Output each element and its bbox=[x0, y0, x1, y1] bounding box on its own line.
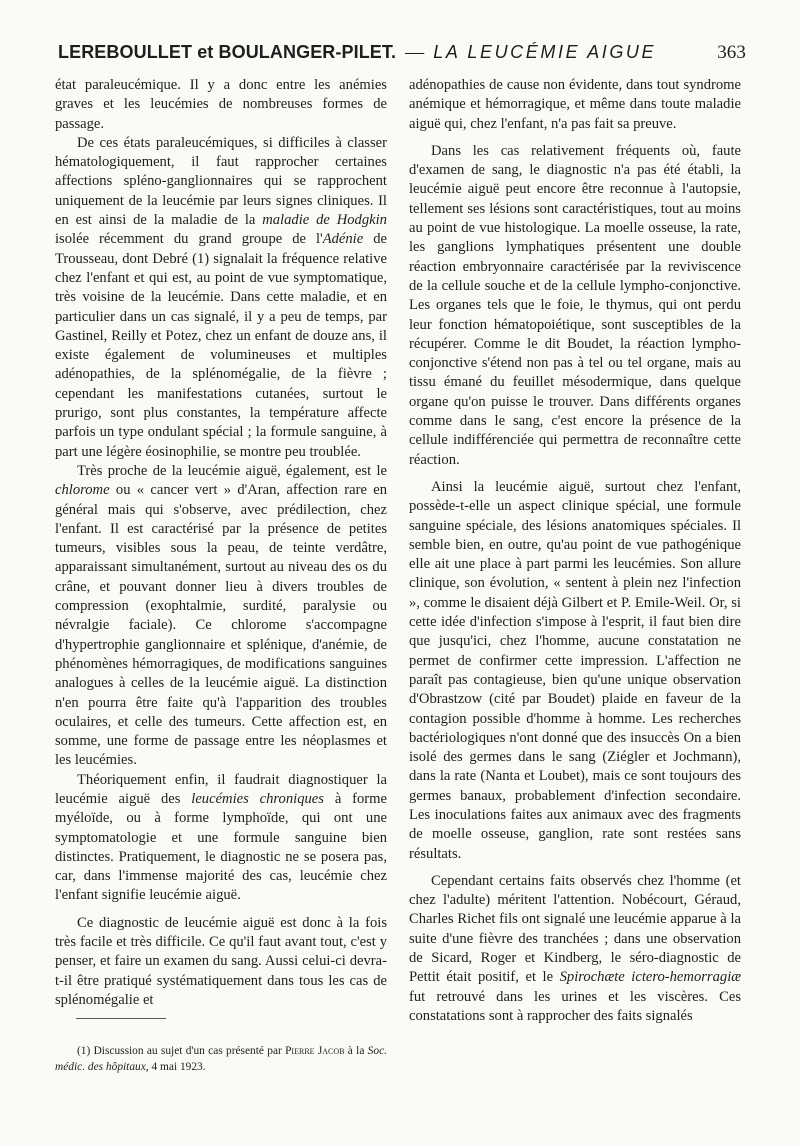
text-run: Très proche de la leucémie aiguë, également, est le bbox=[77, 462, 387, 479]
paragraph: Ce diagnostic de leucémie aiguë est donc à la fois très facile et très difficile. Ce qu'il faut avant tout, c'est y penser, et faire un examen du sang. Aussi celui-ci devra-t-il être pratiqué systématiquement dans tous les cas de splénomégalie et bbox=[55, 914, 387, 1008]
paragraph: Dans les cas relativement fréquents où, faute d'examen de sang, le diagnostic n'a pas été établi, la leucémie aiguë peut encore être reconnue à l'autopsie, tellement ses lésions sont caractéristiques, tout au moins au point de vue histologique. La moelle osseuse, la rate, les ganglions lymphatiques présentent une double réaction embryonnaire caractérisée par la reviviscence de la cellule souche et de la cellule lympho-conjonctive. Les organes tels que le foie, le thymus, qui ont perdu leur fonction hématopoiétique, sont susceptibles de la récupérer. Comme le dit Boudet, la réaction lympho-conjonctive s'étend non pas à tel ou tel organe, mais au tissu émané du feuillet mésodermique, dans quelque organe qu'on puisse le trouver. Dans différents organes comme dans le sang, c'est encore la présence de la cellule indifférenciée qui permettra de reconnaître cette réaction. bbox=[409, 142, 741, 468]
text-run: à la bbox=[347, 1045, 365, 1057]
text-run: 4 mai 1923. bbox=[151, 1061, 206, 1073]
left-column bbox=[55, 76, 387, 1010]
paragraph: adénopathies de cause non évidente, dans tout syndrome anémique et hémorragique, et même dans toute maladie aiguë qui, chez l'enfant, n'a pas fait sa preuve. bbox=[409, 77, 741, 132]
paragraph bbox=[55, 134, 387, 462]
text-run: Cependant certains faits observés chez l'homme (et chez l'adulte) méritent l'attention. Nobécourt, Géraud, Charles Richet fils ont signalé une leucémie apparue à la suite d'une fièvre des tranchées ; dans une observation de Sicard, Roger et Kindberg, le séro-diagnostic de Pettit était positif, et le bbox=[409, 872, 741, 986]
text-run: (1) Discussion au sujet d'un cas présenté par bbox=[77, 1045, 282, 1057]
italic-term: maladie de Hodgkin bbox=[262, 212, 387, 229]
paragraph bbox=[55, 771, 387, 906]
text-run: à forme myéloïde, ou à forme lymphoïde, qui ont une symptomatologie et une formule sanguine bien distinctes. Pratiquement, le diagnostic ne se posera pas, car, dans l'immense majorité des cas, leucémie chez l'enfant signifie leucémie aiguë. bbox=[55, 790, 387, 904]
text-run: isolée récemment du grand groupe de l' bbox=[55, 231, 323, 248]
running-header bbox=[58, 42, 746, 70]
header-title: LA LEUCÉMIE AIGUE bbox=[433, 42, 657, 62]
text-run: Théoriquement enfin, il faudrait diagnostiquer la leucémie aiguë des bbox=[55, 771, 387, 807]
author-name: Pierre Jacob bbox=[285, 1045, 345, 1057]
header-dash: — bbox=[405, 42, 425, 63]
text-run: de Trousseau, dont Debré (1) signalait la fréquence relative chez l'enfant et qui est, au point de vue symptomatique, très voisine de la leucémie. Dans cette maladie, et en particulier dans un cas signalé, il y a peu de temps, par Gastinel, Reilly et Potez, chez un enfant de douze ans, il existe également de volumineuses et multiples adénopathies, de la splénomégalie, de la fièvre ; cependant les manifestations cutanées, surtout le prurigo, sont plus constantes, la température affecte parfois un type ondulant spécial ; la formule sanguine, à part une légère éosinophilie, se montre peu troublée. bbox=[55, 231, 388, 460]
page-number: 363 bbox=[717, 42, 746, 63]
footnote bbox=[55, 1043, 387, 1075]
italic-term: Spirochæte ictero-hemorragiæ bbox=[559, 969, 741, 986]
paragraph: Ainsi la leucémie aiguë, surtout chez l'enfant, possède-t-elle un aspect clinique spécial, une formule sanguine spéciale, des lésions anatomiques spéciales. Il semble bien, en outre, qu'au point de vue pathogénique elle ait une place à part parmi les leucémies. Son allure clinique, son évolution, « sentent à plein nez l'infection », comme le disaient déjà Gilbert et P. Emile-Weil. Or, si cette idée d'infection s'impose à l'esprit, il faut bien dire que jusqu'ici, chez l'homme, aucune constatation ne permet de confirmer cette impression. L'affection ne paraît pas contagieuse, bien qu'une unique observation d'Obrastzow (cité par Boudet) plaide en faveur de la contagion possible d'homme à homme. Les recherches bactériologiques n'ont donné que des insuccès On a bien isolé des germes dans le sang (Ziégler et Jochmann), dans la rate (Nanta et Loubet), mais ce sont toujours des germes banaux, probablement d'infection secondaire. Les inoculations faites aux animaux avec des fragments de moelle osseuse, ganglion, rate sont restées sans résultats. bbox=[409, 478, 741, 862]
footnote-divider bbox=[76, 1018, 166, 1019]
italic-term: Adénie bbox=[322, 231, 364, 248]
text-run: ou « cancer vert » d'Aran, affection rare en général mais qui s'observe, avec prédilection, chez l'enfant. Il est caractérisé par la présence de petites tumeurs, visibles sous la peau, de teinte verdâtre, apparaissant simultanément, surtout au niveau des os du crâne, et pouvant donner lieu à divers troubles de compression (exophtalmie, surdité, paralysie ou névralgie faciale). Ce chlorome s'accompagne d'hypertrophie ganglionnaire et splénique, d'anémie, de phénomènes hémorragiques, de modifications sanguines analogues à celles de la leucémie aiguë. La distinction n'en pourra être faite qu'à l'apparition des troubles oculaires, et celle des tumeurs. Cette affection est, en somme, une forme de passage entre les néoplasmes et les leucémies. bbox=[55, 482, 388, 769]
journal-title: Soc. médic. des hôpitaux, bbox=[55, 1045, 387, 1073]
right-column bbox=[409, 76, 741, 1026]
text-run: fut retrouvé dans les urines et les viscères. Ces constatations sont à rapprocher des faits signalés bbox=[409, 988, 741, 1024]
paragraph bbox=[409, 872, 741, 1026]
italic-term: chlorome bbox=[55, 482, 110, 499]
paragraph: état paraleucémique. Il y a donc entre les anémies graves et les leucémies de nombreuses formes de passage. bbox=[55, 77, 387, 132]
text-run: De ces états paraleucémiques, si difficiles à classer hématologiquement, il faut rapprocher certaines affections spléno-ganglionnaires qui se rapprochent uniquement de la leucémie par leurs signes cliniques. Il en est ainsi de la maladie de la bbox=[55, 134, 387, 229]
header-authors: LEREBOULLET et BOULANGER-PILET. bbox=[58, 42, 397, 62]
paragraph bbox=[55, 462, 387, 771]
italic-term: leucémies chroniques bbox=[191, 790, 324, 807]
